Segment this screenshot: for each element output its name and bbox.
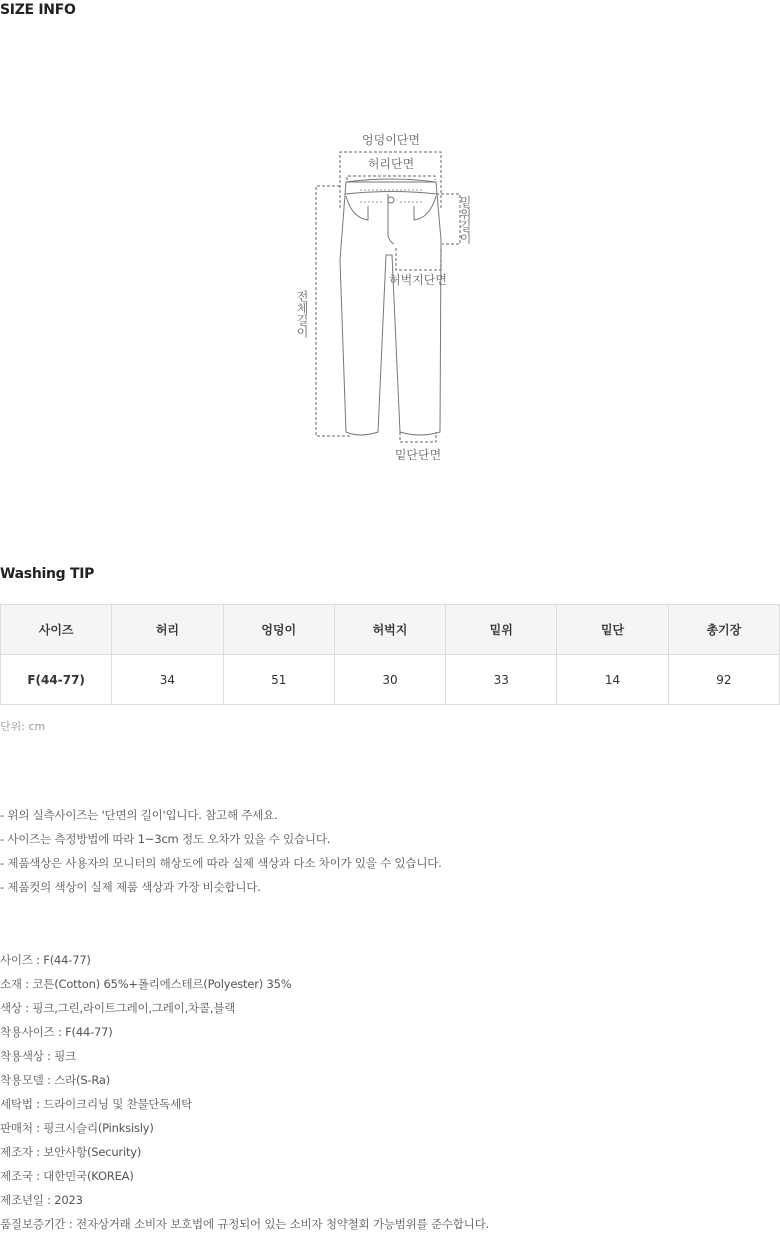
note-item: - 제품컷의 색상이 실제 제품 색상과 가장 비슷합니다. <box>0 880 261 894</box>
cell-thigh: 30 <box>334 655 445 705</box>
header-rise: 밑위 <box>446 605 557 655</box>
size-table-header-row <box>1 605 780 655</box>
note-item: - 제품색상은 사용자의 모니터의 해상도에 따라 실제 색상과 다소 차이가 있을 수 있습니다. <box>0 856 442 870</box>
notes-list <box>0 804 442 900</box>
pants-pocket-left <box>346 196 368 220</box>
header-total-length: 총기장 <box>668 605 779 655</box>
cell-rise: 33 <box>446 655 557 705</box>
hip-label: 엉덩이단면 <box>362 133 420 147</box>
spec-warranty: 품질보증기간 : 전자상거래 소비자 보호법에 규정되어 있는 소비자 청약철회 가능범위를 준수합니다. <box>0 1217 489 1231</box>
note-item: - 사이즈는 측정방법에 따라 1~3cm 정도 오차가 있을 수 있습니다. <box>0 832 331 846</box>
cell-total-length: 92 <box>668 655 779 705</box>
spec-seller: 판매처 : 핑크시슬리(Pinksisly) <box>0 1121 154 1135</box>
cell-size: F(44-77) <box>1 655 112 705</box>
header-hem: 밑단 <box>557 605 668 655</box>
spec-size: 사이즈 : F(44-77) <box>0 953 91 967</box>
spec-model: 착용모델 : 스라(S-Ra) <box>0 1073 111 1087</box>
hem-label: 밑단단면 <box>394 448 442 462</box>
cell-hip: 51 <box>223 655 334 705</box>
note-item: - 위의 실측사이즈는 '단면의 길이'입니다. 참고해 주세요. <box>0 808 278 822</box>
size-info-title: SIZE INFO <box>0 2 76 18</box>
size-table <box>0 604 780 705</box>
header-thigh: 허벅지 <box>334 605 445 655</box>
pants-outline <box>340 182 441 435</box>
header-waist: 허리 <box>112 605 223 655</box>
waist-label: 허리단면 <box>367 157 415 171</box>
pants-pocket-right <box>414 196 436 220</box>
washing-tip-title: Washing TIP <box>0 566 95 582</box>
spec-worn-color: 착용색상 : 핑크 <box>0 1049 77 1063</box>
header-hip: 엉덩이 <box>223 605 334 655</box>
table-row <box>1 655 780 705</box>
product-specs <box>0 949 489 1237</box>
spec-worn-size: 착용사이즈 : F(44-77) <box>0 1025 113 1039</box>
header-size: 사이즈 <box>1 605 112 655</box>
pants-size-diagram <box>0 120 780 480</box>
spec-manufacturer: 제조자 : 보안사항(Security) <box>0 1145 142 1159</box>
spec-colors: 색상 : 핑크,그린,라이트그레이,그레이,차콜,블랙 <box>0 1001 236 1015</box>
rise-label: 밑위길이 <box>458 196 472 244</box>
thigh-label: 허벅지단면 <box>389 273 447 287</box>
spec-material: 소재 : 코튼(Cotton) 65%+폴리에스테르(Polyester) 35% <box>0 977 292 991</box>
cell-hem: 14 <box>557 655 668 705</box>
length-measure-line <box>316 186 352 436</box>
length-label: 전체길이 <box>295 290 309 338</box>
spec-washing: 세탁법 : 드라이크리닝 및 찬물단독세탁 <box>0 1097 193 1111</box>
spec-year: 제조년일 : 2023 <box>0 1193 83 1207</box>
unit-note: 단위: cm <box>0 720 46 733</box>
spec-country: 제조국 : 대한민국(KOREA) <box>0 1169 134 1183</box>
thigh-measure-line <box>396 248 441 270</box>
pants-waistband <box>345 179 437 194</box>
cell-waist: 34 <box>112 655 223 705</box>
